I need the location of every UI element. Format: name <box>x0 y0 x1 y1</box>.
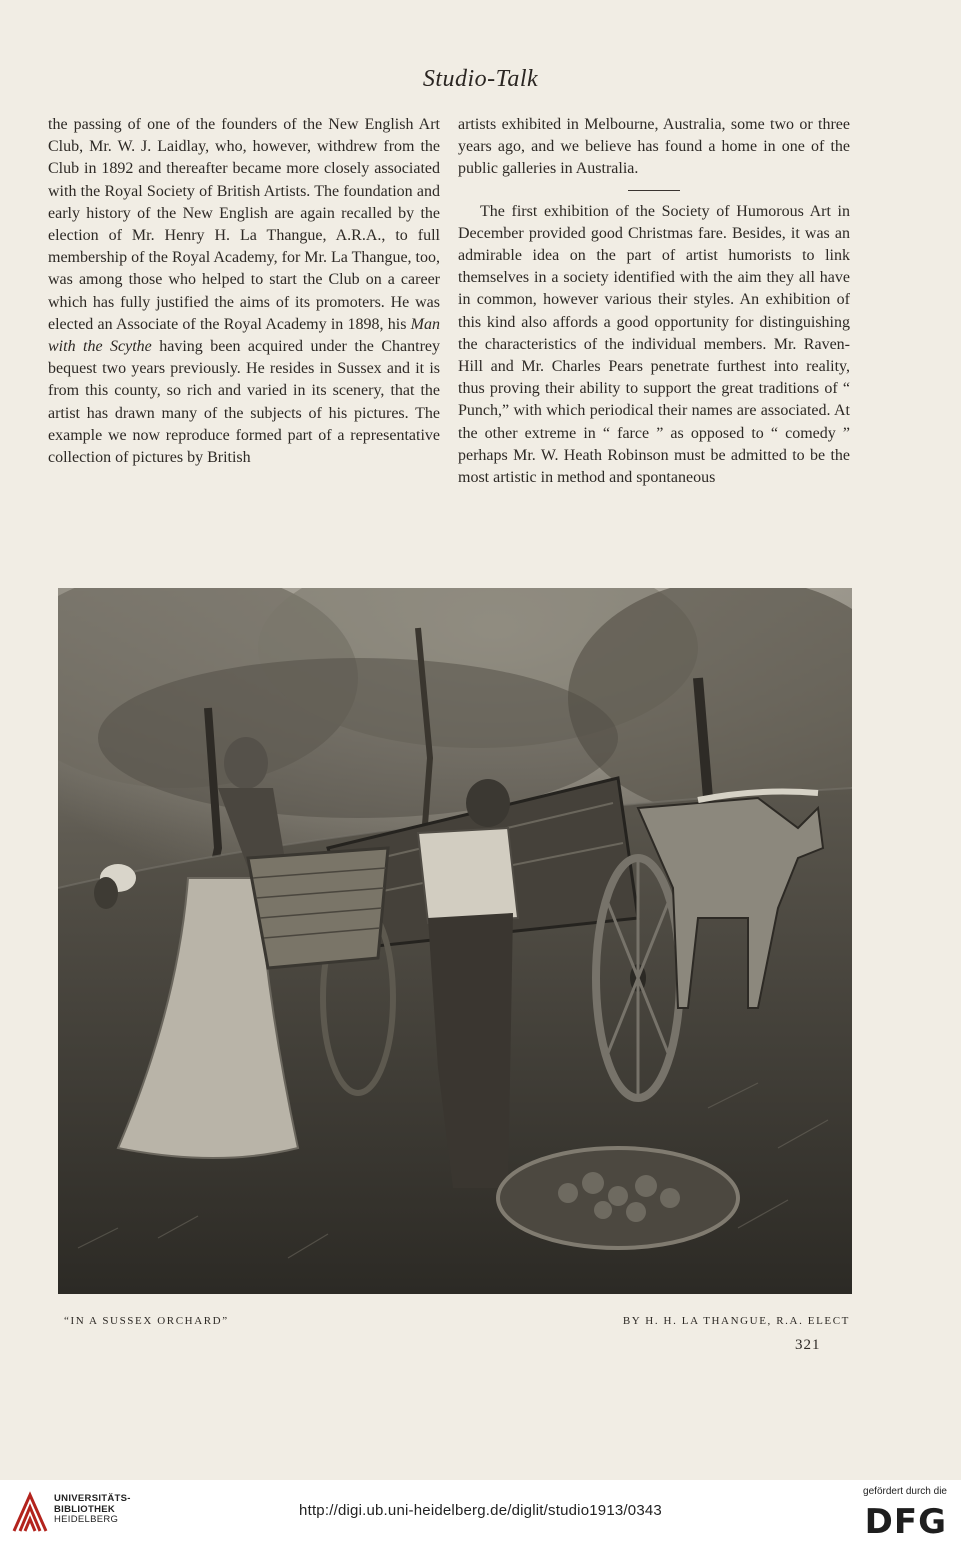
library-name-line-1: UNIVERSITÄTS- <box>54 1493 131 1504</box>
orchard-painting-illustration <box>58 588 852 1294</box>
painting-title-italic: Man with the Scythe <box>48 315 440 356</box>
painting-reproduction <box>58 588 852 1294</box>
left-column-text <box>48 114 440 469</box>
left-column <box>48 114 440 469</box>
library-name-line-2: BIBLIOTHEK <box>54 1503 116 1515</box>
digitization-footer <box>0 1480 961 1550</box>
funded-by-label: gefördert durch die <box>863 1486 947 1497</box>
plate-caption-title: “IN A SUSSEX ORCHARD” <box>64 1315 229 1327</box>
permalink-url[interactable]: http://digi.ub.uni-heidelberg.de/diglit/studio1913/0343 <box>299 1502 662 1519</box>
right-column-paragraph-1: artists exhibited in Melbourne, Australia, some two or three years ago, and we believe has found a home in one of the public galleries in Australia. <box>458 116 850 178</box>
section-divider <box>628 190 680 191</box>
right-column <box>458 114 850 489</box>
right-column-paragraph-2: The first exhibition of the Society of Humorous Art in December provided good Christmas fare. Besides, it was an admirable idea on the part of artist humorists to link themselves in a society identified with the aim they all have in common, however various their styles. An exhibition of this kind also affords a good opportunity for distinguishing the characteristics of the individual members. Mr. Raven-Hill and Mr. Charles Pears penetrate furthest into reality, thus proving their ability to support the great traditions of “ Punch,” with which periodical their names are associated. At the other extreme in “ farce ” as opposed to “ comedy ” perhaps Mr. W. Heath Robinson must be admitted to be the most artistic in method and spontaneous <box>458 202 850 487</box>
plate-caption-artist: BY H. H. LA THANGUE, R.A. ELECT <box>622 1315 850 1327</box>
dfg-logo: DFG <box>864 1502 947 1542</box>
page-number: 321 <box>795 1337 821 1353</box>
running-head: Studio-Talk <box>422 66 539 92</box>
left-column-text-end: having been acquired under the Chantrey bequest two years previously. He resides in Sussex and it is from this county, so rich and varied in its scenery, that the artist has drawn many of the subjects of his pictures. The example we now reproduce formed part of a representative collection of pictures by British <box>48 338 440 467</box>
left-column-text-start: the passing of one of the founders of the New English Art Club, Mr. W. J. Laidlay, who, however, withdrew from the Club in 1892 and thereafter became more closely associated with the Royal Society of British Artists. The foundation and early history of the New English are again recalled by the election of Mr. Henry H. La Thangue, A.R.A., to full membership of the Royal Academy, for Mr. La Thangue, too, was among those who helped to start the Club on a career which has fully justified the aims of its promoters. He was elected an Associate of the Royal Academy in 1898, his <box>48 116 440 333</box>
library-name-line-3: HEIDELBERG <box>54 1514 119 1525</box>
